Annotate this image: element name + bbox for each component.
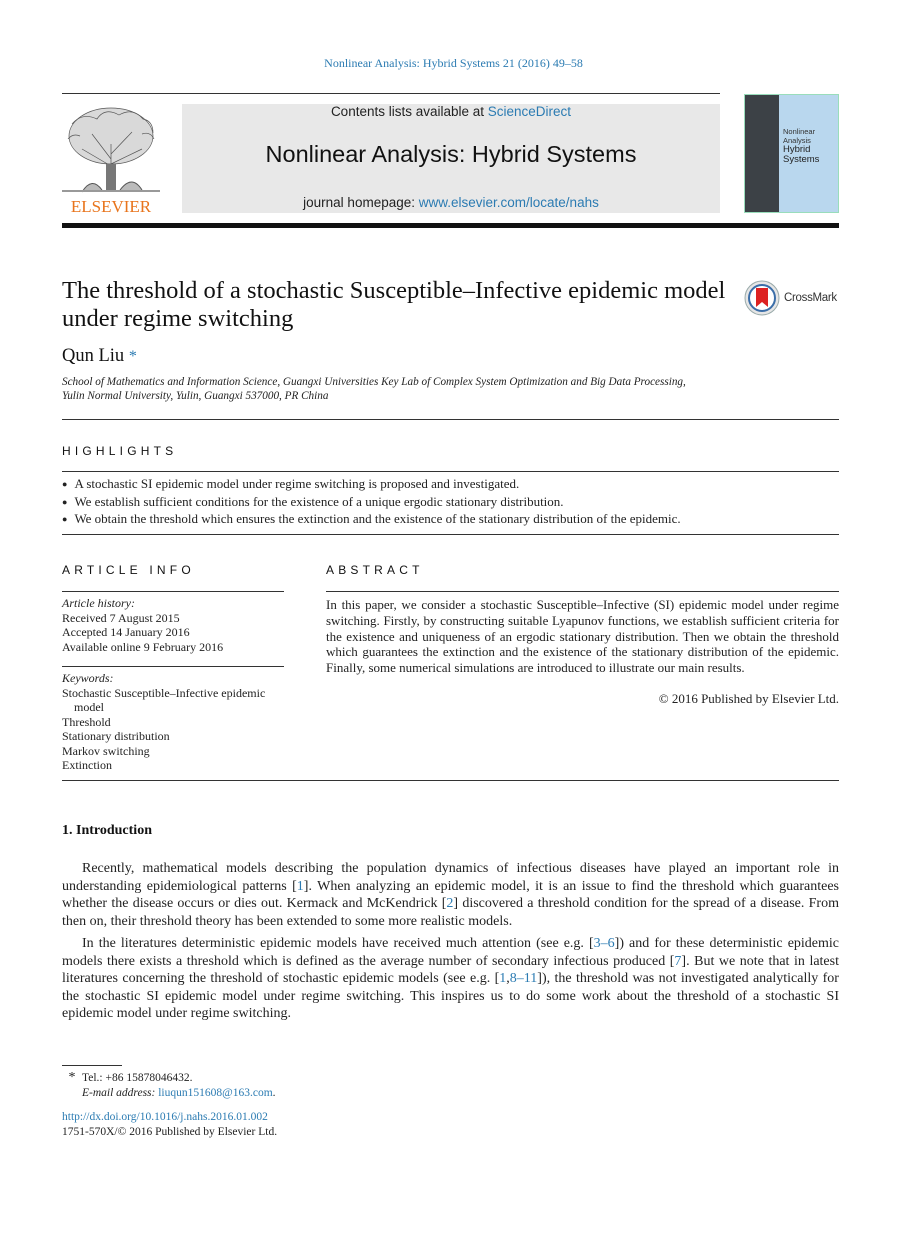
keyword: Threshold <box>62 714 111 729</box>
keyword-continuation: model <box>74 700 104 714</box>
accepted-date: Accepted 14 January 2016 <box>62 625 190 639</box>
journal-header-box <box>182 104 720 213</box>
footnote <box>62 1071 276 1100</box>
article-title: The threshold of a stochastic Susceptible–Infective epidemic model under regime switching <box>62 277 726 332</box>
homepage-prefix: journal homepage: <box>303 195 419 210</box>
received-date: Received 7 August 2015 <box>62 610 180 625</box>
text-run: Recently, mathematical models describing the population dynamics of infectious diseases have played an important role in understanding epidemiological patterns [ <box>62 861 839 894</box>
contents-prefix: Contents lists available at <box>330 104 488 119</box>
text-run: . <box>272 1086 276 1099</box>
footnote-rule <box>62 1065 122 1066</box>
highlights-heading: HIGHLIGHTS <box>62 444 178 458</box>
homepage-link[interactable]: www.elsevier.com/locate/nahs <box>418 195 599 210</box>
citation-link[interactable]: 1 <box>296 878 304 894</box>
abstract-text: In this paper, we consider a stochastic Susceptible–Infective (SI) epidemic model under regime switching. Firstly, by constructing suitable Lyapunov functions, we establish sufficient criteria for the existence and uniqueness of an ergodic stationary distribution. Then we obtain the threshold which guarantees the extinction and the existence of the stationary distribution of the epidemic. Finally, some numerical simulations are introduced to illustrate our main results. <box>326 597 839 676</box>
email-label: E-mail address: <box>82 1086 159 1099</box>
text-run: ]. But we note that in latest literatures concerning the threshold of stochastic epidemic models (see e.g. [ <box>62 953 839 986</box>
abstract-heading: ABSTRACT <box>326 563 424 577</box>
doi-link[interactable]: http://dx.doi.org/10.1016/j.nahs.2016.01.002 <box>62 1111 268 1123</box>
author-line <box>62 346 137 367</box>
text-run: ]. When analyzing an epidemic model, it is an issue to find the threshold which guarantees whether the disease occurs or dies out. Kermack and McKendrick [ <box>62 878 839 911</box>
divider <box>62 471 839 472</box>
citation-link[interactable]: 7 <box>674 953 682 969</box>
divider <box>326 591 839 592</box>
elsevier-logo <box>62 104 160 214</box>
doi-block <box>62 1110 277 1139</box>
online-date: Available online 9 February 2016 <box>62 639 224 654</box>
email-link[interactable]: liuqun151608@163.com <box>158 1086 273 1099</box>
text-run: ] discovered a threshold condition for the spread of a disease. From then on, their threshold theory has been extended to some more realistic models. <box>62 896 839 929</box>
header-top-rule <box>62 93 720 94</box>
divider <box>62 666 284 667</box>
keyword: Extinction <box>62 758 112 772</box>
crossmark-badge[interactable] <box>744 280 842 318</box>
author-footnote-link[interactable]: * <box>128 348 137 365</box>
crossmark-label: CrossMark <box>784 292 837 304</box>
elsevier-wordmark: ELSEVIER <box>70 197 152 214</box>
journal-citation[interactable]: Nonlinear Analysis: Hybrid Systems 21 (2016) 49–58 <box>324 56 583 70</box>
text-run: ]) and for these deterministic epidemic models there exists a threshold which is defined as the average number of secondary infectious produced [ <box>62 936 840 969</box>
text-run: ]), the threshold was not investigated analytically for the stochastic SI epidemic model under regime switching. This inspires us to do some work about the threshold of a stochastic SI epidemic model under regime switching. <box>62 971 839 1021</box>
abstract-copyright: © 2016 Published by Elsevier Ltd. <box>658 691 839 706</box>
keywords-label: Keywords: <box>62 671 114 685</box>
sciencedirect-link[interactable]: ScienceDirect <box>487 104 572 119</box>
keyword: Markov switching <box>62 743 150 758</box>
footnote-mark: * <box>68 1070 76 1085</box>
divider <box>62 534 839 535</box>
citation-link[interactable]: 1 <box>499 971 507 986</box>
section-heading: 1. Introduction <box>62 823 152 838</box>
header-thick-rule <box>62 223 839 228</box>
highlight-item: ● We obtain the threshold which ensures the extinction and the existence of the stationary distribution of the epidemic. <box>62 511 839 529</box>
issn-line: 1751-570X/© 2016 Published by Elsevier Ltd. <box>62 1125 278 1138</box>
citation-link[interactable]: 2 <box>446 896 454 911</box>
cover-line3: Systems <box>783 154 820 165</box>
article-info-heading: ARTICLE INFO <box>62 563 195 577</box>
homepage-line <box>182 195 720 210</box>
contents-line <box>182 104 720 119</box>
history-label: Article history: <box>62 596 135 610</box>
cover-text <box>783 127 838 165</box>
highlight-item: ● We establish sufficient conditions for the existence of a unique ergodic stationary distribution. <box>62 494 839 512</box>
divider <box>62 780 839 781</box>
cover-line1: Nonlinear Analysis <box>783 127 816 145</box>
keyword: Stationary distribution <box>62 729 170 743</box>
keywords <box>62 671 284 773</box>
body-paragraph <box>62 935 839 1023</box>
divider <box>62 419 839 420</box>
footnote-tel: Tel.: +86 15878046432. <box>82 1072 193 1084</box>
affiliation: School of Mathematics and Information Science, Guangxi Universities Key Lab of Complex System Optimization and Big Data Processing, Yulin Normal University, Yulin, Guangxi 537000, PR China <box>62 376 686 402</box>
highlights-list <box>62 476 839 529</box>
journal-title: Nonlinear Analysis: Hybrid Systems <box>265 141 637 167</box>
author-name: Qun Liu <box>62 346 125 366</box>
body-paragraph <box>62 860 839 930</box>
keyword: Stochastic Susceptible–Infective epidemic <box>62 685 266 700</box>
elsevier-tree-icon <box>62 104 160 214</box>
text-run: , <box>506 971 510 986</box>
cover-spine <box>745 95 779 212</box>
citation-link[interactable]: 3–6 <box>593 936 615 951</box>
cover-line2: Hybrid <box>783 144 811 155</box>
article-history <box>62 596 284 654</box>
citation-link[interactable]: 8–11 <box>509 971 538 986</box>
highlight-item: ● A stochastic SI epidemic model under regime switching is proposed and investigated. <box>62 476 839 494</box>
text-run: In the literatures deterministic epidemic models have received much attention (see e.g. [ <box>82 936 594 951</box>
crossmark-icon <box>744 280 780 316</box>
divider <box>62 591 284 592</box>
journal-cover <box>744 94 839 213</box>
